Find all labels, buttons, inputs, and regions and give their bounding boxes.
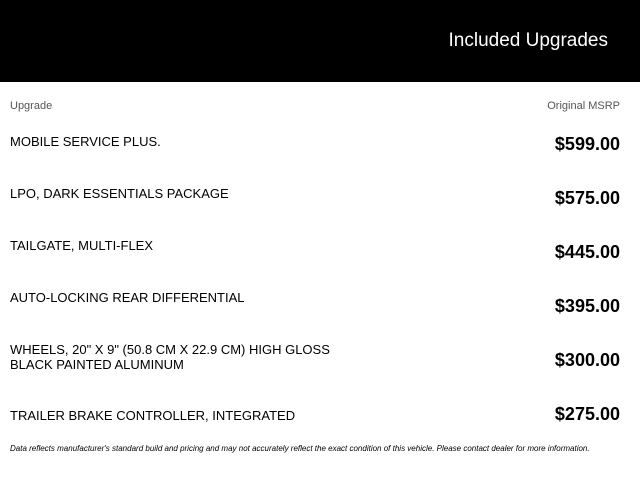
upgrade-row	[0, 134, 640, 184]
upgrade-row	[0, 342, 640, 392]
upgrade-name: MOBILE SERVICE PLUS.	[10, 134, 161, 149]
upgrade-row	[0, 290, 640, 340]
column-header-upgrade: Upgrade	[10, 100, 53, 112]
upgrade-row	[0, 238, 640, 288]
page-title: Included Upgrades	[448, 30, 608, 51]
upgrade-name: TRAILER BRAKE CONTROLLER, INTEGRATED	[10, 408, 296, 423]
upgrade-price: $445.00	[554, 242, 620, 262]
upgrade-price: $300.00	[554, 350, 620, 370]
disclaimer-text: Data reflects manufacturer's standard build and pricing and may not accurately reflect the exact condition of this vehicle. Please contact dealer for more information.	[10, 444, 590, 453]
upgrade-name: WHEELS, 20" X 9" (50.8 CM X 22.9 CM) HIGH GLOSS BLACK PAINTED ALUMINUM	[10, 342, 330, 372]
upgrade-price: $599.00	[554, 134, 620, 154]
upgrade-price: $395.00	[554, 296, 620, 316]
upgrade-row	[0, 186, 640, 236]
column-header-msrp: Original MSRP	[547, 100, 620, 112]
header-bar	[0, 0, 640, 82]
upgrade-name: AUTO-LOCKING REAR DIFFERENTIAL	[10, 290, 245, 305]
upgrade-name: LPO, DARK ESSENTIALS PACKAGE	[10, 186, 229, 201]
upgrade-price: $275.00	[554, 404, 620, 424]
upgrade-name: TAILGATE, MULTI-FLEX	[10, 238, 154, 253]
upgrade-price: $575.00	[554, 188, 620, 208]
